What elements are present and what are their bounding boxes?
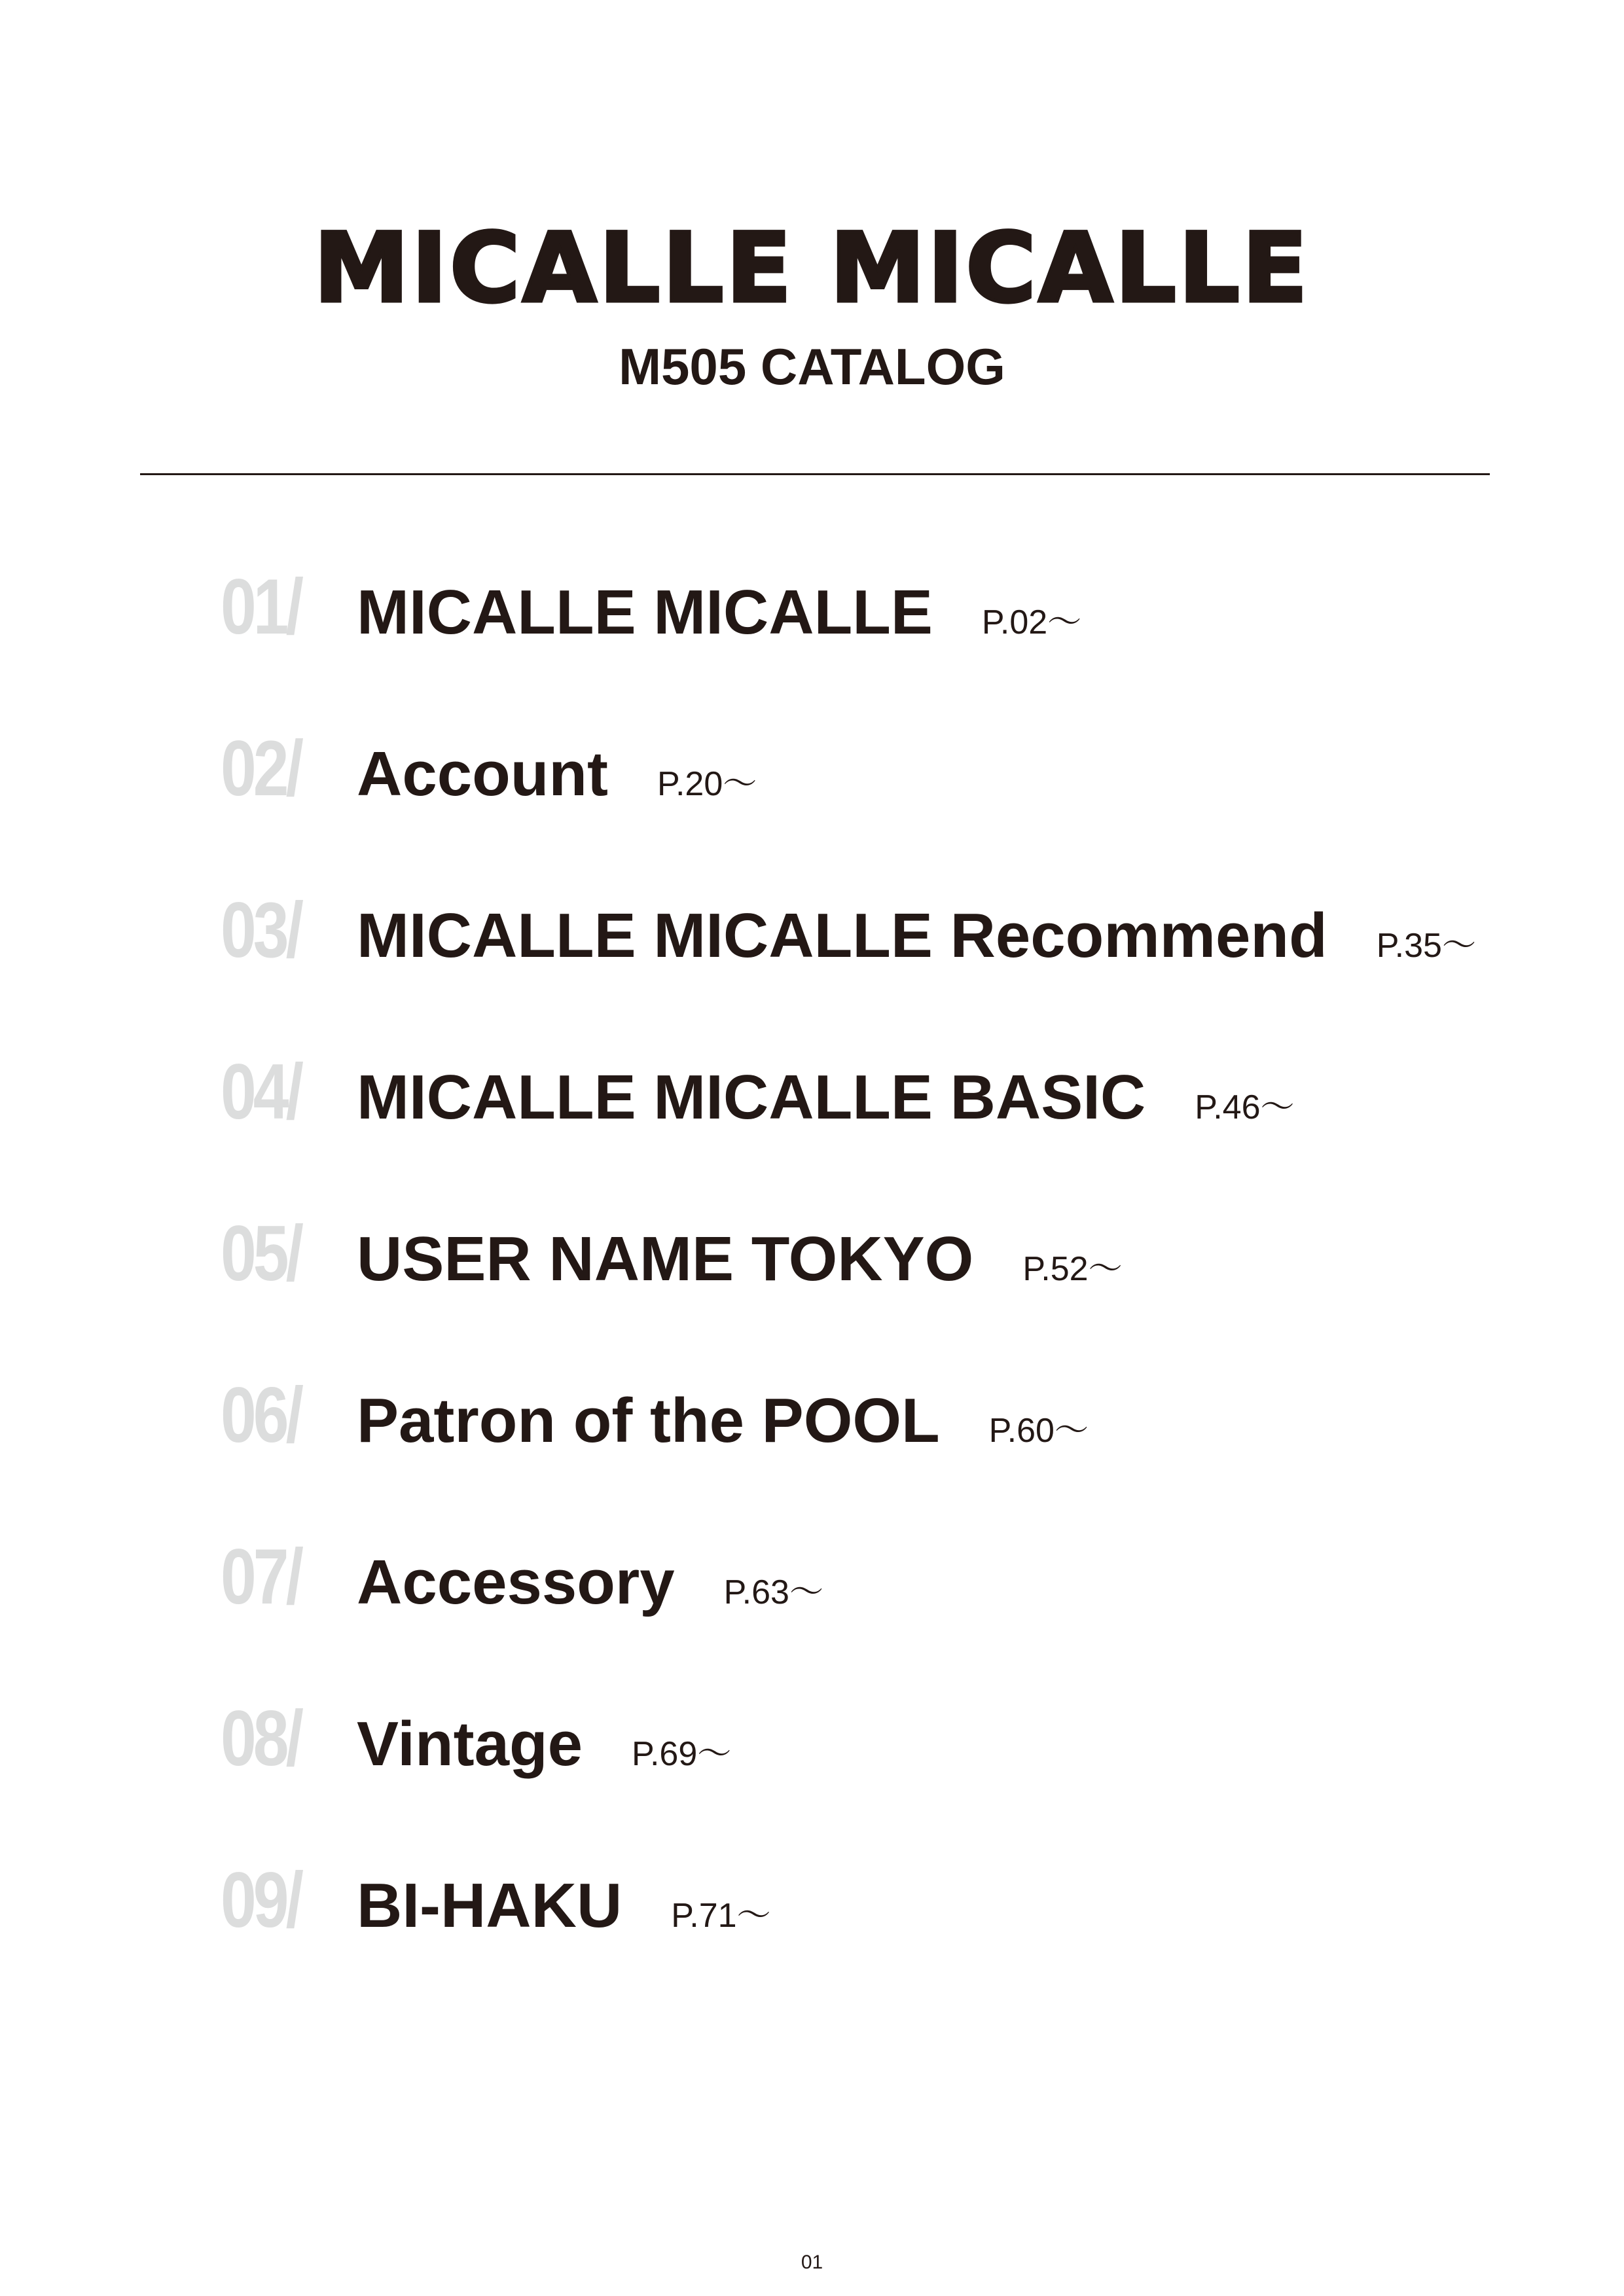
toc-title: USER NAME TOKYO	[357, 1224, 974, 1294]
toc-title: Account	[357, 739, 608, 809]
toc-number: 07/	[221, 1533, 301, 1621]
toc-title: MICALLE MICALLE BASIC	[357, 1062, 1146, 1132]
page-number: 01	[801, 2251, 823, 2273]
toc-number: 06/	[221, 1371, 301, 1459]
toc-item-02[interactable]	[221, 723, 757, 812]
catalog-subtitle: M505 CATALOG	[619, 338, 1005, 395]
toc-item-08[interactable]	[221, 1693, 732, 1782]
toc-title: Vintage	[357, 1709, 583, 1779]
toc-item-05[interactable]	[221, 1208, 1123, 1297]
toc-number: 02/	[221, 725, 301, 812]
toc-number: 01/	[221, 563, 301, 651]
toc-number: 04/	[221, 1048, 301, 1136]
toc-title: Accessory	[357, 1547, 675, 1617]
toc-page: P.35～	[1376, 927, 1476, 965]
toc-title: Patron of the POOL	[357, 1386, 940, 1456]
toc-number: 09/	[221, 1856, 301, 1944]
toc-page: P.60～	[988, 1412, 1089, 1450]
toc-title: MICALLE MICALLE Recommend	[357, 901, 1327, 971]
toc-item-07[interactable]	[221, 1532, 823, 1621]
toc-item-01[interactable]	[221, 562, 1082, 651]
toc-page: P.69～	[632, 1735, 732, 1773]
logo-text: MICALLE MICALLE	[314, 213, 1310, 324]
toc-number: 05/	[221, 1210, 301, 1297]
toc-item-03[interactable]	[221, 885, 1476, 974]
toc-title: BI-HAKU	[357, 1871, 623, 1941]
toc-page: P.63～	[723, 1573, 823, 1611]
toc-number: 03/	[221, 886, 301, 974]
toc-item-06[interactable]	[221, 1370, 1089, 1459]
toc-page: P.20～	[657, 765, 757, 803]
toc-title: MICALLE MICALLE	[357, 577, 933, 647]
toc-page: P.02～	[981, 603, 1082, 641]
toc-page: P.52～	[1022, 1250, 1123, 1288]
toc-item-09[interactable]	[221, 1855, 771, 1944]
toc-page: P.46～	[1195, 1088, 1295, 1126]
toc-number: 08/	[221, 1695, 301, 1782]
toc-item-04[interactable]	[221, 1047, 1295, 1136]
toc-page: P.71～	[671, 1897, 771, 1935]
